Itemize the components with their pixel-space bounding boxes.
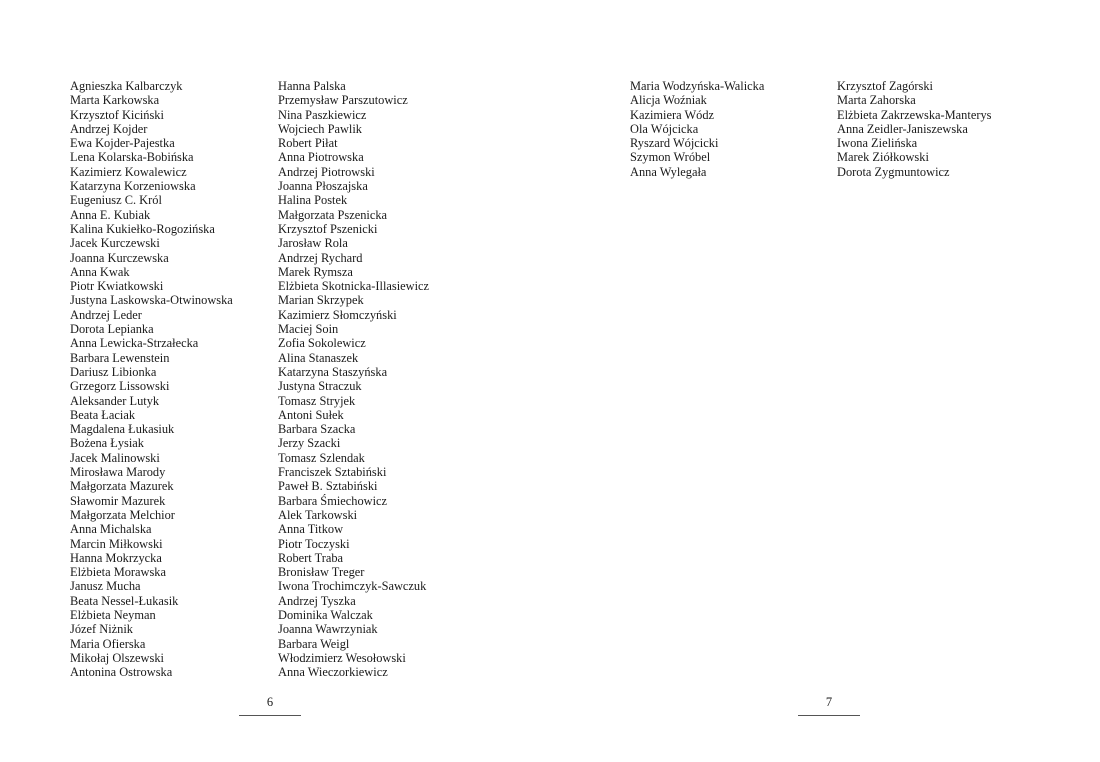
name-entry: Katarzyna Korzeniowska [70,179,196,194]
page-number: 7 [825,695,833,709]
name-entry: Franciszek Sztabiński [278,465,387,480]
name-entry: Andrzej Tyszka [278,593,356,608]
name-entry: Grzegorz Lissowski [70,379,170,394]
name-entry: Elżbieta Morawska [70,565,166,580]
name-entry: Anna Michalska [70,522,152,537]
name-entry: Anna Zeidler-Janiszewska [837,121,968,136]
name-list-column-4 [837,79,991,179]
name-entry: Elżbieta Zakrzewska-Manterys [837,107,992,122]
name-entry: Tomasz Szlendak [278,450,365,465]
name-list-column-3 [630,79,764,179]
name-entry: Marta Karkowska [70,93,160,108]
name-entry: Krzysztof Zagórski [837,79,933,93]
name-entry: Kazimierz Kowalewicz [70,164,187,179]
name-entry: Paweł B. Sztabiński [278,479,378,494]
name-entry: Anna Kwak [70,264,130,279]
name-entry: Anna Lewicka-Strzałecka [70,336,199,351]
name-entry: Andrzej Piotrowski [278,164,375,179]
name-entry: Elżbieta Neyman [70,607,156,622]
name-entry: Andrzej Kojder [70,121,148,136]
name-entry: Małgorzata Melchior [70,507,175,522]
name-entry: Andrzej Leder [70,307,142,322]
name-entry: Anna Wylegała [630,164,707,179]
name-entry: Ewa Kojder-Pajestka [70,136,175,151]
name-list-column-2 [278,79,429,679]
name-entry: Kalina Kukiełko-Rogozińska [70,221,215,236]
name-entry: Małgorzata Mazurek [70,479,174,494]
name-entry: Małgorzata Pszenicka [278,207,388,222]
name-entry: Halina Postek [278,193,348,208]
name-entry: Jacek Malinowski [70,450,160,465]
name-entry: Wojciech Pawlik [278,121,362,136]
name-entry: Anna E. Kubiak [70,207,151,222]
name-entry: Robert Piłat [278,136,338,151]
name-entry: Alicja Woźniak [630,93,707,108]
name-entry: Ryszard Wójcicki [630,136,719,151]
name-entry: Dorota Lepianka [70,322,154,337]
name-entry: Andrzej Rychard [278,250,363,265]
name-entry: Maria Ofierska [70,636,146,651]
name-entry: Bronisław Treger [278,565,365,580]
name-entry: Antonina Ostrowska [70,665,173,680]
name-entry: Ola Wójcicka [630,121,699,136]
name-entry: Joanna Wawrzyniak [278,622,378,637]
name-entry: Antoni Sułek [278,407,344,422]
right-page [550,0,1100,762]
name-entry: Dorota Zygmuntowicz [837,164,950,179]
page-number-rule [798,715,860,716]
name-entry: Bożena Łysiak [70,436,144,451]
name-entry: Maciej Soin [278,322,339,337]
name-entry: Robert Traba [278,550,344,565]
name-entry: Piotr Kwiatkowski [70,279,164,294]
name-entry: Marek Ziółkowski [837,150,929,165]
name-entry: Dominika Walczak [278,607,373,622]
name-entry: Joanna Kurczewska [70,250,169,265]
name-entry: Elżbieta Skotnicka-Illasiewicz [278,279,430,294]
name-entry: Beata Nessel-Łukasik [70,593,179,608]
name-entry: Piotr Toczyski [278,536,350,551]
name-entry: Jacek Kurczewski [70,236,160,251]
name-entry: Jarosław Rola [278,236,348,251]
name-entry: Hanna Mokrzycka [70,550,162,565]
name-entry: Marian Skrzypek [278,293,364,308]
name-entry: Alina Stanaszek [278,350,359,365]
name-entry: Józef Niżnik [70,622,133,637]
name-entry: Włodzimierz Wesołowski [278,650,406,665]
name-entry: Marek Rymsza [278,264,353,279]
name-entry: Magdalena Łukasiuk [70,422,175,437]
name-entry: Agnieszka Kalbarczyk [70,79,183,93]
name-entry: Krzysztof Pszenicki [278,221,378,236]
name-entry: Dariusz Libionka [70,364,157,379]
name-entry: Hanna Palska [278,79,346,93]
name-entry: Szymon Wróbel [630,150,711,165]
name-entry: Barbara Weigl [278,636,350,651]
name-entry: Zofia Sokolewicz [278,336,366,351]
name-entry: Justyna Straczuk [278,379,362,394]
name-entry: Kazimierz Słomczyński [278,307,397,322]
name-entry: Krzysztof Kiciński [70,107,164,122]
name-entry: Mirosława Marody [70,465,166,480]
page-number-rule [239,715,301,716]
name-entry: Eugeniusz C. Król [70,193,162,208]
name-entry: Anna Piotrowska [278,150,364,165]
name-entry: Iwona Zielińska [837,136,918,151]
name-entry: Anna Titkow [278,522,344,537]
name-entry: Justyna Laskowska-Otwinowska [70,293,233,308]
name-entry: Anna Wieczorkiewicz [278,665,388,680]
name-entry: Janusz Mucha [70,579,141,594]
name-list-column-1 [70,79,233,679]
name-entry: Marcin Miłkowski [70,536,163,551]
name-entry: Tomasz Stryjek [278,393,356,408]
name-entry: Barbara Szacka [278,422,356,437]
name-entry: Mikołaj Olszewski [70,650,164,665]
name-entry: Kazimiera Wódz [630,107,715,122]
name-entry: Jerzy Szacki [278,436,341,451]
name-entry: Marta Zahorska [837,93,916,108]
name-entry: Nina Paszkiewicz [278,107,367,122]
page-number: 6 [266,695,274,709]
name-entry: Joanna Płoszajska [278,179,368,194]
name-entry: Barbara Lewenstein [70,350,170,365]
name-entry: Przemysław Parszutowicz [278,93,408,108]
name-entry: Aleksander Lutyk [70,393,160,408]
name-entry: Katarzyna Staszyńska [278,364,388,379]
name-entry: Alek Tarkowski [278,507,358,522]
name-entry: Beata Łaciak [70,407,136,422]
name-entry: Iwona Trochimczyk-Sawczuk [278,579,427,594]
name-entry: Sławomir Mazurek [70,493,166,508]
name-entry: Barbara Śmiechowicz [278,493,388,508]
name-entry: Maria Wodzyńska-Walicka [630,79,765,93]
name-entry: Lena Kolarska-Bobińska [70,150,194,165]
